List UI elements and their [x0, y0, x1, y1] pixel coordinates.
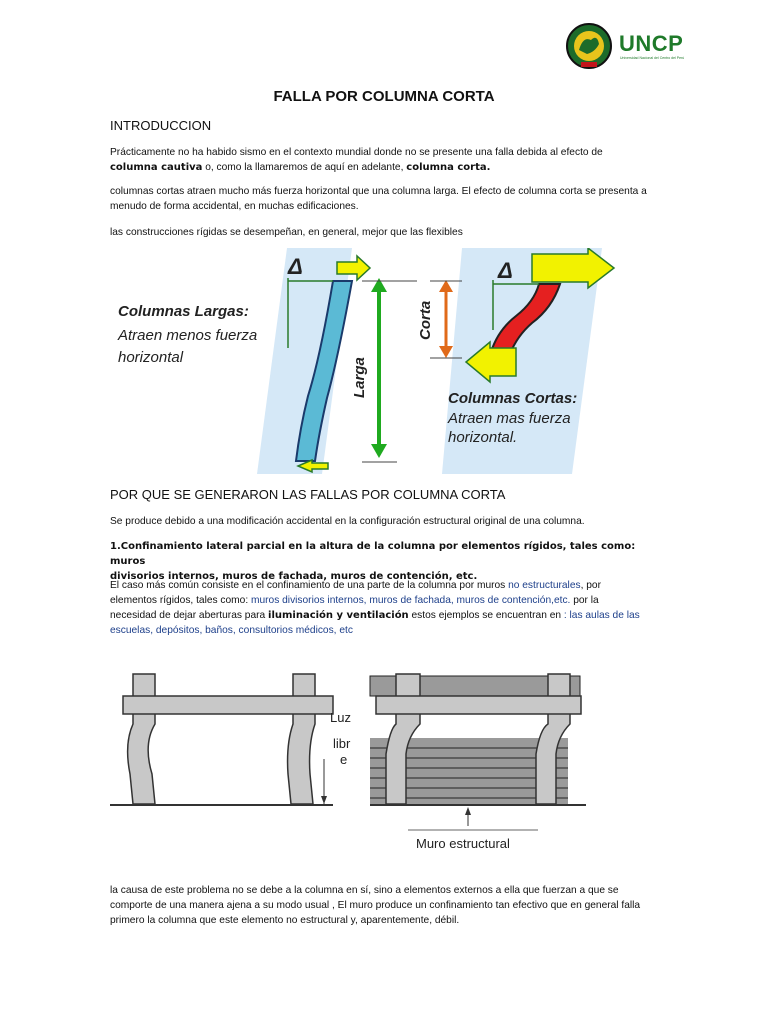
closing-paragraph: la causa de este problema no se debe a la columna en sí, sino a elementos externos a ella que fuerzan a que se comporte de una manera ajena a su modo usual , El muro produce un confinamiento tan efectivo que en general falla primero la columna que este elemento no estructural y, aparentemente, débil. — [110, 885, 641, 926]
corta-label: Corta — [417, 300, 434, 340]
short-columns-line1: Atraen mas fuerza — [448, 410, 571, 427]
short-columns-line2: horizontal. — [448, 429, 518, 446]
page-title: FALLA POR COLUMNA CORTA — [273, 88, 495, 105]
university-seal-icon — [561, 22, 617, 70]
luz-label: Luz — [330, 710, 351, 725]
big-force-arrow-right-icon — [532, 248, 614, 288]
intro-heading: INTRODUCCION — [110, 118, 212, 133]
long-columns-title: Columnas Largas: — [118, 303, 249, 320]
logo-subtitle: Universidad Nacional del Centro del Perú — [620, 56, 685, 60]
section2-paragraph-2: 1.Confinamiento lateral parcial en la altura de la columna por elementos rígidos, tales como: muros divisorios internos, muros de fachada, muros de contención, etc. — [110, 541, 636, 582]
libre-label: libr — [333, 736, 351, 751]
muro-estructural-label: Muro estructural — [416, 836, 510, 851]
svg-text:e: e — [340, 752, 348, 767]
section2-heading: POR QUE SE GENERARON LAS FALLAS POR COLUMNA CORTA — [110, 487, 506, 502]
intro-paragraph-3: las construcciones rígidas se desempeñan, en general, mejor que las flexibles — [110, 227, 463, 238]
logo-name: UNCP — [619, 31, 684, 56]
long-columns-line1: Atraen menos fuerza — [118, 327, 258, 344]
university-logo — [561, 22, 711, 70]
intro-paragraph-2: columnas cortas atraen mucho más fuerza horizontal que una columna larga. El efecto de columna corta se presenta a menudo de forma accidental, en muchas edificaciones. — [110, 186, 647, 212]
delta-label-left: Δ — [288, 254, 303, 279]
short-columns-title: Columnas Cortas: — [448, 390, 578, 407]
section2-paragraph-1: Se produce debido a una modificación accidental en la configuración estructural original de una columna. — [110, 516, 585, 527]
section2-paragraph-3: El caso más común consiste en el confinamiento de una parte de la columna por muros no estructurales, por elementos rígidos, tales como: muros divisorios internos, muros de fachada, muros de contención,etc. por la necesidad de dejar aberturas para iluminación y ventilación estos ejemplos se encuentran en : las aulas de las escuelas, depósitos, baños, consultorios médicos, etc — [110, 580, 640, 636]
larga-label: Larga — [351, 357, 368, 398]
wall-confinement-figure — [108, 664, 593, 856]
delta-label-right: Δ — [498, 258, 513, 283]
right-beam — [376, 696, 581, 714]
intro-paragraph-1: Prácticamente no ha habido sismo en el contexto mundial donde no se presente una falla debida al efecto de columna cautiva o, como la llamaremos de aquí en adelante, columna corta. — [110, 147, 603, 173]
left-beam — [123, 696, 333, 714]
column-comparison-figure — [112, 248, 620, 474]
long-columns-line2: horizontal — [118, 349, 184, 366]
